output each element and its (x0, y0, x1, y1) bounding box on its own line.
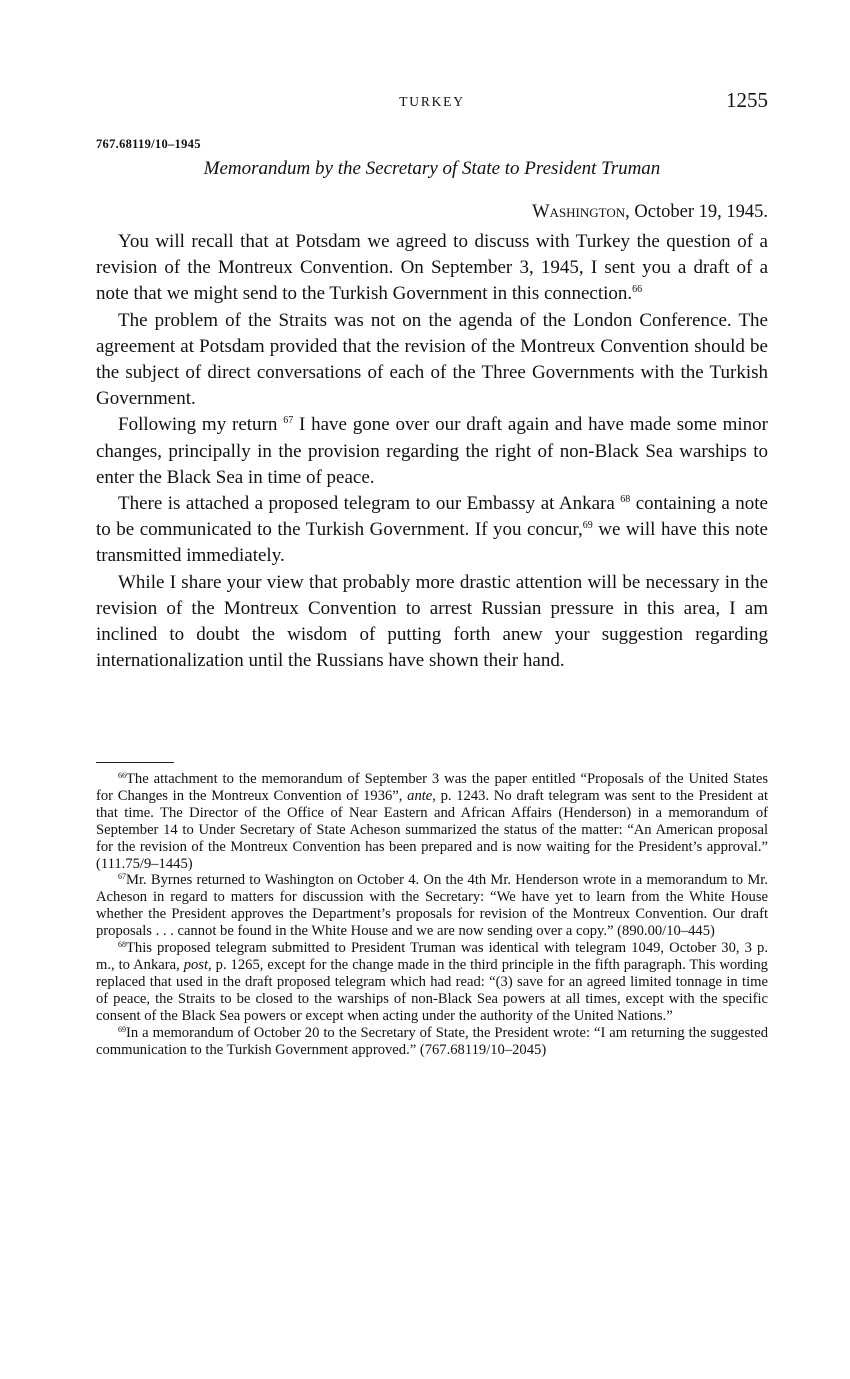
file-number: 767.68119/10–1945 (96, 137, 201, 151)
footnote: $^{67}$Mr. Byrnes returned to Washington on October 4. On the 4th Mr. Henderson wrote in a memorandum to Mr. Acheson in regard to matters for discussion with the Secretary: “We have yet to learn from the White House whether the President approves the Department’s proposals for revision of the Montreux Convention. Our draft proposals . . . cannot be found in the White House and we are now sending over a copy.” (890.00/10–445) (96, 872, 768, 940)
page-number: 1255 (726, 88, 768, 112)
footnote: $^{69}$In a memorandum of October 20 to the Secretary of State, the President wrote: “I am returning the suggested communication to the Turkish Government approved.” (767.68119/10–2045) (96, 1024, 768, 1058)
document-title: Memorandum by the Secretary of State to President Truman (203, 158, 661, 179)
paragraph: While I share your view that probably more drastic attention will be necessary in the revision of the Montreux Convention to arrest Russian pressure in this area, I am inclined to doubt the wisdom of putting forth anew your suggestion regarding internationalization until the Russians have shown their hand. (96, 571, 768, 672)
dateline-date: , October 19, 1945. (625, 202, 768, 222)
running-title: TURKEY (399, 94, 465, 109)
paragraph: There is attached a proposed telegram to our Embassy at Ankara $^{68}$ containing a note to be communicated to the Turkish Government. If you concur,$^{69}$ we will have this note transmitted immediately. (96, 493, 768, 567)
footnote-divider (96, 762, 174, 763)
footnotes (96, 771, 768, 1058)
paragraph: You will recall that at Potsdam we agreed to discuss with Turkey the question of a revision of the Montreux Convention. On September 3, 1945, I sent you a draft of a note that we might send to the Turkish Government in this connection.$^{66}$ (96, 231, 768, 305)
paragraph: Following my return $^{67}$ I have gone over our draft again and have made some minor changes, principally in the provision regarding the right of non-Black Sea warships to enter the Black Sea in time of peace. (96, 414, 768, 488)
dateline-place: Washington (532, 202, 626, 222)
footnote-reference: 69 (582, 520, 593, 532)
footnote-marker: 66 (118, 771, 126, 780)
footnote-marker: 67 (118, 872, 126, 882)
footnote-reference: 67 (283, 415, 294, 427)
footnote: $^{66}$The attachment to the memorandum of September 3 was the paper entitled “Proposals of the United States for Changes in the Montreux Convention of 1936”, ante, p. 1243. No draft telegram was sent to the President at that time. The Director of the Office of Near Eastern and African Affairs (Henderson) in a memorandum of September 14 to Under Secretary of State Acheson summarized the status of the matter: “An American proposal for the revision of the Montreux Convention has been prepared and is now waiting for the President’s approval.” (111.75/9–1445) (96, 771, 768, 872)
memorandum-body (96, 229, 768, 674)
footnote-reference: 68 (620, 494, 631, 506)
paragraph: The problem of the Straits was not on the agenda of the London Conference. The agreement at Potsdam provided that the revision of the Montreux Convention should be the subject of direct conversations of each of the Three Governments with the Turkish Government. (96, 309, 768, 410)
footnote: $^{68}$This proposed telegram submitted to President Truman was identical with telegram 1049, October 30, 3 p. m., to Ankara, post, p. 1265, except for the change made in the third principle in the fifth paragraph. This wording replaced that used in the draft proposed telegram which had read: “(3) save for an agreed limited tonnage in time of peace, the Straits to be closed to the warships of non-Black Sea powers at all times, except with the specific consent of the Black Sea powers or except when acting under the authority of the United Nations.” (96, 940, 768, 1024)
footnote-marker: 69 (118, 1024, 126, 1034)
running-head (96, 88, 768, 118)
footnote-marker: 68 (118, 940, 126, 950)
dateline (532, 202, 768, 223)
footnote-reference: 66 (632, 284, 643, 296)
